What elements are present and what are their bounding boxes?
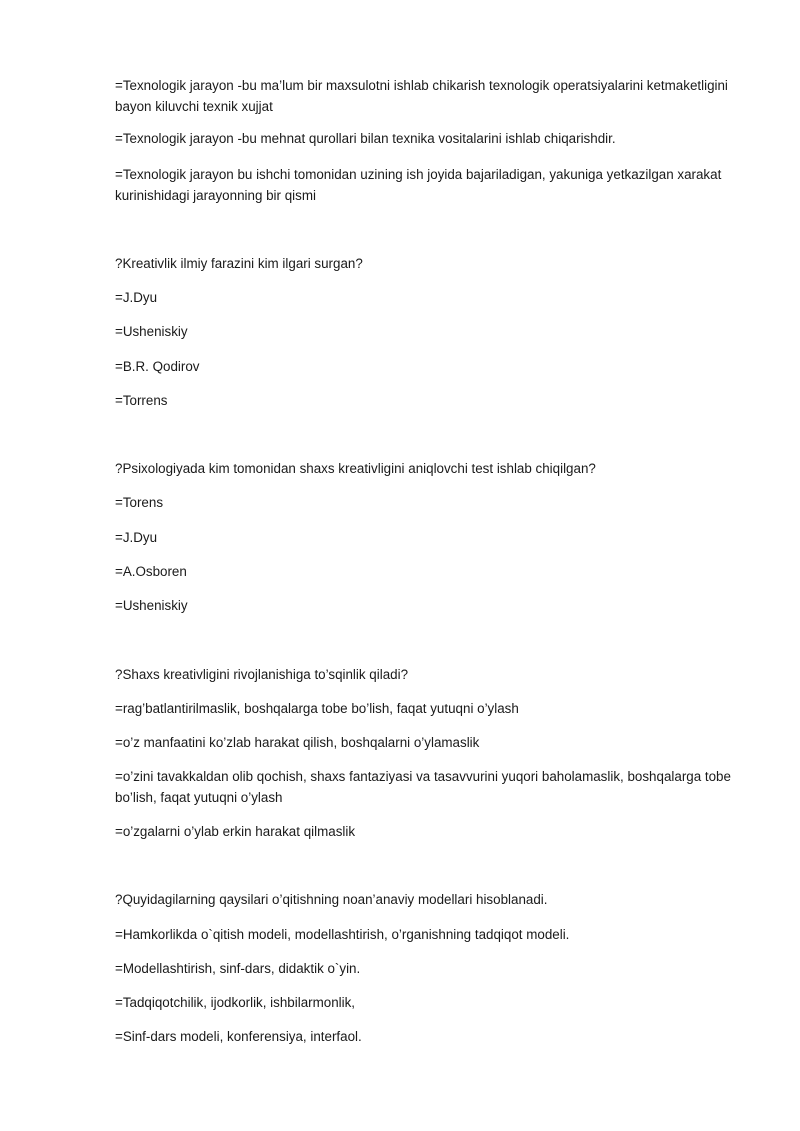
answer-option: =A.Osboren <box>115 564 187 579</box>
question-2: ?Psixologiyada kim tomonidan shaxs kreativligini aniqlovchi test ishlab chiqilgan? <box>115 461 596 476</box>
answer-option: =o’z manfaatini ko’zlab harakat qilish, boshqalarni o’ylamaslik <box>115 735 480 750</box>
answer-option: =Tadqiqotchilik, ijodkorlik, ishbilarmonlik, <box>115 995 356 1010</box>
answer-option: =Sinf-dars modeli, konferensiya, interfaol. <box>115 1029 362 1044</box>
answer-option: =J.Dyu <box>115 530 158 545</box>
answer-option: =o’zini tavakkaldan olib qochish, shaxs fantaziyasi va tasavvurini yuqori baholamaslik, boshqalarga tobe bo’lish, faqat yutuqni o’ylash <box>115 769 731 805</box>
answer-option: =Hamkorlikda o`qitish modeli, modellashtirish, o’rganishning tadqiqot modeli. <box>115 927 570 942</box>
answer-option: =Modellashtirish, sinf-dars, didaktik o`yin. <box>115 961 361 976</box>
intro-paragraph-3: =Texnologik jarayon bu ishchi tomonidan uzining ish joyida bajariladigan, yakuniga yetkazilgan xarakat kurinishidagi jarayonning bir qismi <box>115 167 722 203</box>
answer-option: =rag’batlantirilmaslik, boshqalarga tobe bo’lish, faqat yutuqni o’ylash <box>115 701 519 716</box>
intro-paragraph-1: =Texnologik jarayon -bu ma’lum bir maxsulotni ishlab chikarish texnologik operatsiyalarini ketmaketligini bayon kiluvchi texnik xujjat <box>115 78 728 114</box>
answer-option: =Torens <box>115 495 164 510</box>
intro-paragraph-2: =Texnologik jarayon -bu mehnat qurollari bilan texnika vositalarini ishlab chiqarishdir. <box>115 131 616 146</box>
answer-option: =B.R. Qodirov <box>115 359 200 374</box>
answer-option: =Torrens <box>115 393 168 408</box>
answer-option: =o’zgalarni o’ylab erkin harakat qilmaslik <box>115 824 356 839</box>
answer-option: =Usheniskiy <box>115 324 188 339</box>
answer-option: =J.Dyu <box>115 290 158 305</box>
answer-option: =Usheniskiy <box>115 598 188 613</box>
question-4: ?Quyidagilarning qaysilari o’qitishning noan’anaviy modellari hisoblanadi. <box>115 892 548 907</box>
question-1: ?Kreativlik ilmiy farazini kim ilgari surgan? <box>115 256 363 271</box>
question-3: ?Shaxs kreativligini rivojlanishiga to’sqinlik qiladi? <box>115 667 409 682</box>
